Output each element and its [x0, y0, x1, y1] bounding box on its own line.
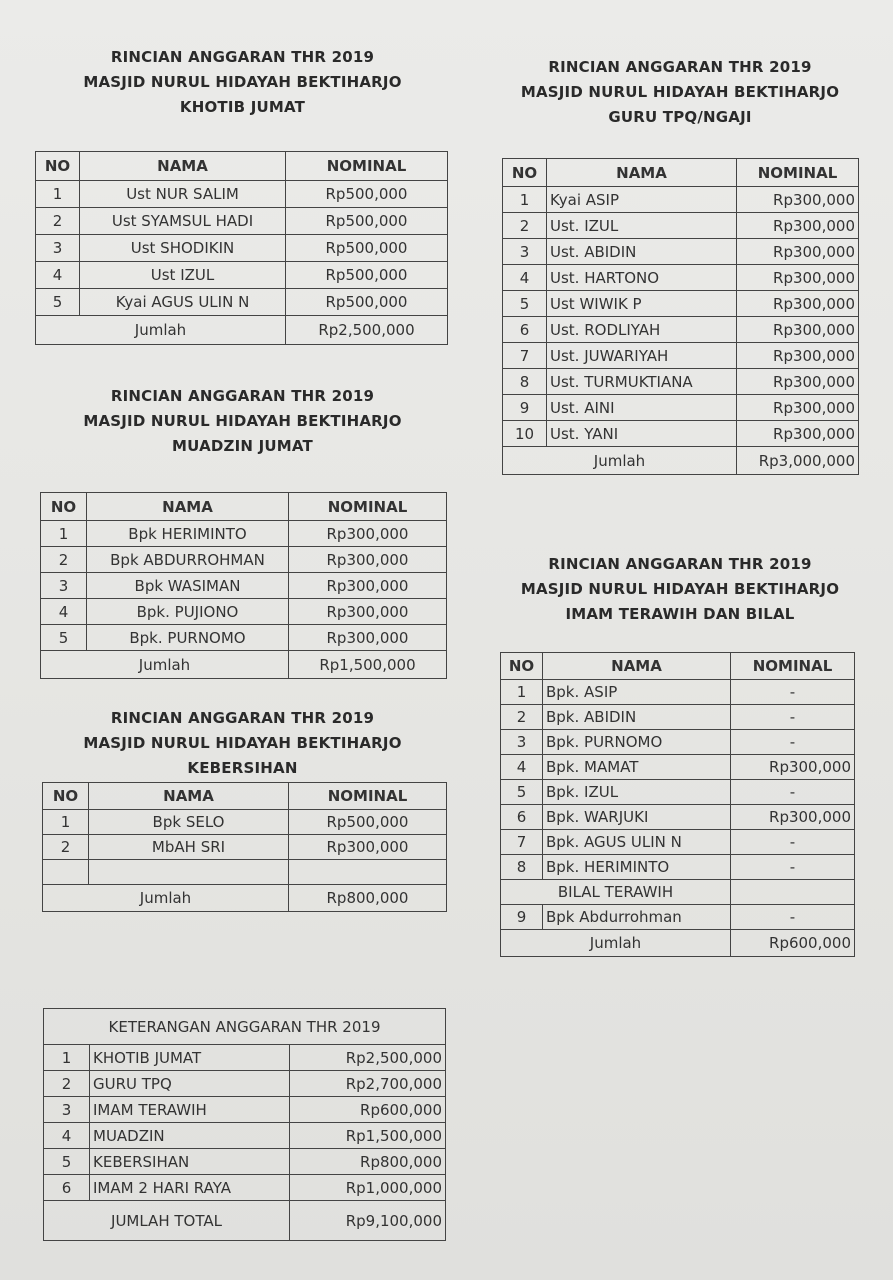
keterangan-title-row: [44, 1009, 446, 1045]
row-no: 1: [43, 810, 89, 835]
row-no: 1: [36, 181, 80, 208]
row-no: 4: [503, 265, 547, 291]
row-item: GURU TPQ: [90, 1071, 290, 1097]
table-row: [36, 181, 448, 208]
table-row: [41, 625, 447, 651]
header-nama: NAMA: [547, 159, 737, 187]
row-no: 6: [503, 317, 547, 343]
table-header: [503, 159, 859, 187]
row-nama: Bpk. MAMAT: [543, 755, 731, 780]
row-no: 2: [36, 208, 80, 235]
row-no: 4: [36, 262, 80, 289]
row-no: 3: [501, 730, 543, 755]
heading-line: KHOTIB JUMAT: [179, 98, 306, 116]
heading-line: RINCIAN ANGGARAN THR 2019: [110, 387, 375, 405]
row-nominal: Rp500,000: [286, 208, 448, 235]
row-nama: Ust IZUL: [80, 262, 286, 289]
header-nama: NAMA: [89, 783, 289, 810]
table-row: [501, 855, 855, 880]
row-nominal: Rp300,000: [289, 835, 447, 860]
row-no: 4: [41, 599, 87, 625]
row-nama: MbAH SRI: [89, 835, 289, 860]
row-nominal: -: [731, 680, 855, 705]
table-row: [503, 395, 859, 421]
row-item: IMAM TERAWIH: [90, 1097, 290, 1123]
row-item: MUADZIN: [90, 1123, 290, 1149]
row-nominal: Rp300,000: [737, 317, 859, 343]
row-no: 5: [501, 780, 543, 805]
total-value: Rp600,000: [731, 930, 855, 957]
row-nama: Ust. JUWARIYAH: [547, 343, 737, 369]
row-nama: Ust. HARTONO: [547, 265, 737, 291]
header-nominal: NOMINAL: [289, 493, 447, 521]
row-no: 4: [501, 755, 543, 780]
table-row: [503, 213, 859, 239]
row-no: 7: [501, 830, 543, 855]
row-nominal: Rp1,000,000: [290, 1175, 446, 1201]
table-row: [501, 705, 855, 730]
row-nama: Bpk ABDURROHMAN: [87, 547, 289, 573]
header-no: NO: [501, 653, 543, 680]
row-nominal: Rp300,000: [737, 187, 859, 213]
row-nominal: Rp800,000: [290, 1149, 446, 1175]
row-nominal: Rp300,000: [737, 421, 859, 447]
row-nama: Bpk SELO: [89, 810, 289, 835]
muadzin-table: [40, 492, 447, 679]
row-nominal: Rp300,000: [737, 395, 859, 421]
row-nama: Ust NUR SALIM: [80, 181, 286, 208]
khotib-table: [35, 151, 448, 345]
table-row: [44, 1071, 446, 1097]
table-row: [503, 369, 859, 395]
row-nama: Bpk Abdurrohman: [543, 905, 731, 930]
table-row: [36, 262, 448, 289]
row-no: 3: [44, 1097, 90, 1123]
header-no: NO: [503, 159, 547, 187]
row-nama: Ust WIWIK P: [547, 291, 737, 317]
heading-line: MUADZIN JUMAT: [172, 437, 313, 455]
table-row: [36, 289, 448, 316]
row-nominal: -: [731, 705, 855, 730]
row-no: 6: [44, 1175, 90, 1201]
header-nama: NAMA: [87, 493, 289, 521]
row-nominal: Rp500,000: [289, 810, 447, 835]
table-row: [44, 1045, 446, 1071]
row-no: [43, 860, 89, 885]
row-nominal: Rp500,000: [286, 262, 448, 289]
row-item: KHOTIB JUMAT: [90, 1045, 290, 1071]
row-no: 3: [41, 573, 87, 599]
header-nominal: NOMINAL: [737, 159, 859, 187]
row-nama: Bpk WASIMAN: [87, 573, 289, 599]
row-nama: Bpk. PURNOMO: [543, 730, 731, 755]
row-nama: Ust SHODIKIN: [80, 235, 286, 262]
table-row: [501, 780, 855, 805]
row-no: 1: [503, 187, 547, 213]
row-nama: Bpk. IZUL: [543, 780, 731, 805]
row-nominal: -: [731, 730, 855, 755]
row-nominal: Rp500,000: [286, 235, 448, 262]
row-nominal: Rp300,000: [289, 521, 447, 547]
row-nama: Ust SYAMSUL HADI: [80, 208, 286, 235]
heading-line: MASJID NURUL HIDAYAH BEKTIHARJO: [83, 73, 402, 91]
row-nominal: -: [731, 905, 855, 930]
row-nominal: Rp300,000: [737, 239, 859, 265]
total-value: Rp3,000,000: [737, 447, 859, 475]
row-nama: Ust. YANI: [547, 421, 737, 447]
heading-line: RINCIAN ANGGARAN THR 2019: [548, 58, 812, 76]
row-no: 3: [36, 235, 80, 262]
row-no: 5: [503, 291, 547, 317]
row-nama: Bpk. WARJUKI: [543, 805, 731, 830]
row-nama: [89, 860, 289, 885]
row-nominal: Rp300,000: [731, 755, 855, 780]
total-row: [36, 316, 448, 345]
heading-line: RINCIAN ANGGARAN THR 2019: [110, 709, 375, 727]
row-no: 9: [501, 905, 543, 930]
table-row: [44, 1097, 446, 1123]
row-nominal: Rp300,000: [737, 291, 859, 317]
guru-heading: [505, 55, 855, 130]
grand-total-row: [44, 1201, 446, 1241]
row-no: 1: [501, 680, 543, 705]
row-nama: Ust. ABIDIN: [547, 239, 737, 265]
row-nominal: Rp1,500,000: [290, 1123, 446, 1149]
table-row: [503, 265, 859, 291]
table-row: [41, 521, 447, 547]
header-nominal: NOMINAL: [289, 783, 447, 810]
header-nama: NAMA: [543, 653, 731, 680]
table-row: [501, 730, 855, 755]
row-nominal: Rp300,000: [289, 547, 447, 573]
imam-heading: [505, 552, 855, 627]
row-no: 3: [503, 239, 547, 265]
heading-line: MASJID NURUL HIDAYAH BEKTIHARJO: [83, 412, 402, 430]
table-row: [501, 805, 855, 830]
row-nominal: -: [731, 780, 855, 805]
imam-table: [500, 652, 855, 957]
total-row: [501, 930, 855, 957]
row-item: KEBERSIHAN: [90, 1149, 290, 1175]
total-value: Rp2,500,000: [286, 316, 448, 345]
row-nominal: Rp300,000: [289, 599, 447, 625]
muadzin-heading: [40, 384, 445, 459]
table-row: [503, 421, 859, 447]
bilal-subheader: [501, 880, 855, 905]
row-no: 7: [503, 343, 547, 369]
empty-row: [43, 860, 447, 885]
heading-line: RINCIAN ANGGARAN THR 2019: [110, 48, 375, 66]
row-no: 10: [503, 421, 547, 447]
total-label: Jumlah: [43, 885, 289, 912]
heading-line: MASJID NURUL HIDAYAH BEKTIHARJO: [520, 580, 840, 598]
table-row: [44, 1149, 446, 1175]
row-nominal: Rp300,000: [731, 805, 855, 830]
row-no: 4: [44, 1123, 90, 1149]
row-nama: Bpk. PUJIONO: [87, 599, 289, 625]
table-row: [44, 1123, 446, 1149]
row-no: 2: [41, 547, 87, 573]
total-row: [43, 885, 447, 912]
guru-table: [502, 158, 859, 475]
row-nama: Bpk. ABIDIN: [543, 705, 731, 730]
row-nama: Kyai AGUS ULIN N: [80, 289, 286, 316]
row-nama: Ust. IZUL: [547, 213, 737, 239]
header-no: NO: [41, 493, 87, 521]
header-nominal: NOMINAL: [286, 152, 448, 181]
table-row: [503, 343, 859, 369]
row-nominal: [289, 860, 447, 885]
row-nominal: Rp500,000: [286, 181, 448, 208]
row-nama: Ust. TURMUKTIANA: [547, 369, 737, 395]
row-nama: Bpk. HERIMINTO: [543, 855, 731, 880]
total-label: Jumlah: [501, 930, 731, 957]
row-no: 2: [503, 213, 547, 239]
total-label: Jumlah: [36, 316, 286, 345]
heading-line: MASJID NURUL HIDAYAH BEKTIHARJO: [520, 83, 840, 101]
row-no: 9: [503, 395, 547, 421]
total-value: Rp800,000: [289, 885, 447, 912]
table-row: [503, 317, 859, 343]
table-header: [43, 783, 447, 810]
table-row: [43, 810, 447, 835]
row-item: IMAM 2 HARI RAYA: [90, 1175, 290, 1201]
row-nominal: Rp300,000: [737, 343, 859, 369]
bilal-label: BILAL TERAWIH: [501, 880, 731, 905]
kebersihan-table: [42, 782, 447, 912]
row-nominal: Rp300,000: [737, 265, 859, 291]
header-no: NO: [36, 152, 80, 181]
table-row: [41, 573, 447, 599]
total-label: Jumlah: [41, 651, 289, 679]
row-nominal: Rp300,000: [737, 369, 859, 395]
table-row: [41, 547, 447, 573]
table-row: [503, 291, 859, 317]
row-nominal: Rp300,000: [289, 625, 447, 651]
khotib-heading: [40, 45, 445, 120]
row-nominal: Rp500,000: [286, 289, 448, 316]
row-nominal: Rp600,000: [290, 1097, 446, 1123]
table-row: [44, 1175, 446, 1201]
row-no: 2: [43, 835, 89, 860]
row-nominal: [731, 880, 855, 905]
table-header: [41, 493, 447, 521]
row-nama: Ust. AINI: [547, 395, 737, 421]
row-nama: Ust. RODLIYAH: [547, 317, 737, 343]
table-row: [501, 830, 855, 855]
total-row: [41, 651, 447, 679]
row-no: 2: [44, 1071, 90, 1097]
kebersihan-heading: [40, 706, 445, 781]
row-no: 2: [501, 705, 543, 730]
row-no: 5: [41, 625, 87, 651]
row-no: 6: [501, 805, 543, 830]
table-row: [503, 239, 859, 265]
heading-line: IMAM TERAWIH DAN BILAL: [565, 605, 795, 623]
row-nominal: Rp300,000: [289, 573, 447, 599]
table-row: [36, 208, 448, 235]
row-no: 8: [501, 855, 543, 880]
row-no: 8: [503, 369, 547, 395]
row-nama: Bpk. PURNOMO: [87, 625, 289, 651]
heading-line: KEBERSIHAN: [187, 759, 298, 777]
row-nama: Kyai ASIP: [547, 187, 737, 213]
keterangan-title: KETERANGAN ANGGARAN THR 2019: [44, 1009, 446, 1045]
row-no: 1: [44, 1045, 90, 1071]
grand-total-value: Rp9,100,000: [290, 1201, 446, 1241]
header-no: NO: [43, 783, 89, 810]
row-no: 5: [44, 1149, 90, 1175]
row-nama: Bpk. ASIP: [543, 680, 731, 705]
heading-line: RINCIAN ANGGARAN THR 2019: [548, 555, 812, 573]
row-nama: Bpk. AGUS ULIN N: [543, 830, 731, 855]
total-label: Jumlah: [503, 447, 737, 475]
table-row: [41, 599, 447, 625]
table-row: [501, 755, 855, 780]
total-row: [503, 447, 859, 475]
row-nama: Bpk HERIMINTO: [87, 521, 289, 547]
header-nominal: NOMINAL: [731, 653, 855, 680]
grand-total-label: JUMLAH TOTAL: [44, 1201, 290, 1241]
heading-line: MASJID NURUL HIDAYAH BEKTIHARJO: [83, 734, 402, 752]
row-nominal: Rp2,500,000: [290, 1045, 446, 1071]
row-no: 1: [41, 521, 87, 547]
row-nominal: -: [731, 830, 855, 855]
keterangan-table: [43, 1008, 446, 1241]
table-row: [43, 835, 447, 860]
table-row: [36, 235, 448, 262]
heading-line: GURU TPQ/NGAJI: [608, 108, 752, 126]
row-no: 5: [36, 289, 80, 316]
table-row: [503, 187, 859, 213]
table-header: [36, 152, 448, 181]
row-nominal: Rp2,700,000: [290, 1071, 446, 1097]
total-value: Rp1,500,000: [289, 651, 447, 679]
header-nama: NAMA: [80, 152, 286, 181]
row-nominal: Rp300,000: [737, 213, 859, 239]
table-row: [501, 905, 855, 930]
row-nominal: -: [731, 855, 855, 880]
table-row: [501, 680, 855, 705]
table-header: [501, 653, 855, 680]
